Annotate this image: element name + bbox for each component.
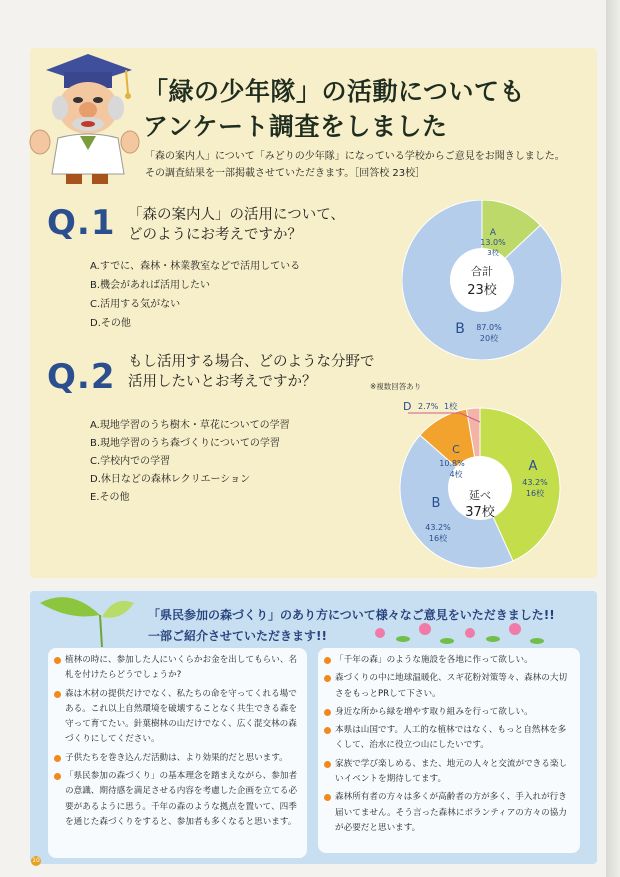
opinion-item: 子供たちを巻き込んだ活動は、より効果的だと思います。	[54, 751, 301, 766]
q1-center-total: 23校	[467, 283, 497, 298]
q2-center-label: 延べ	[469, 489, 491, 502]
q2-label-d-count: 1校	[444, 402, 458, 411]
q2-label-d-letter: D	[403, 400, 412, 413]
q1-label-a-letter: A	[489, 228, 497, 238]
q1-number: Q.1	[47, 203, 116, 243]
q2-center-total: 37校	[465, 505, 495, 520]
q1-question-line-1: 「森の案内人」の活用について、	[128, 207, 345, 223]
opinion-item: 植林の時に、参加した人にいくらかお金を出してもらい、名札を付けたらどうでしょうか?	[54, 653, 301, 684]
opinion-item: 森は木材の提供だけでなく、私たちの命を守ってくれる場である。これ以上自然環境を破壊することなく共生できる森を守って育てたい。針葉樹林の山だけでなく、広く混交林の森づくりにしてください。	[54, 687, 301, 748]
q2-label-b-count: 16校	[428, 534, 448, 543]
q2-donut-chart	[380, 395, 570, 570]
q2-question-line-1: もし活用する場合、どのような分野で	[128, 354, 375, 370]
opinions-right-column	[318, 648, 580, 853]
leaf-decoration	[30, 591, 150, 651]
opinion-item: 本県は山国です。人工的な植林ではなく、もっと自然林を多くして、治水に役立つ山にしたいです。	[324, 723, 574, 754]
q1-donut-hole	[450, 248, 514, 312]
page-title	[143, 74, 525, 144]
q2-option-a: A.現地学習のうち樹木・草花についての学習	[90, 420, 290, 431]
q2-label-b-pct: 43.2%	[425, 523, 451, 532]
q1-label-b-count: 20校	[479, 334, 499, 343]
opinions-title-line-2: 一部ご紹介させていただきます!!	[148, 629, 327, 643]
q2-option-c: C.学校内での学習	[90, 456, 171, 467]
title-line-1: 「緑の少年隊」の活動についても	[143, 77, 526, 106]
q2-question	[128, 352, 375, 392]
opinion-item: 森林所有者の方々は多くが高齢者の方が多く、手入れが行き届いてません。そう言った森林にボランティアの方々の協力が必要だと思います。	[324, 790, 574, 836]
intro-line-1: 「森の案内人」について「みどりの少年隊」になっている学校からご意見をお聞きしました。	[145, 151, 565, 162]
opinions-left-column	[48, 648, 307, 858]
q1-label-b-pct: 87.0%	[476, 323, 502, 332]
q1-label-a-count: 3校	[487, 249, 499, 257]
opinion-item: 「千年の森」のような施設を各地に作って欲しい。	[324, 653, 574, 668]
q1-question	[128, 205, 345, 245]
intro-text	[145, 148, 565, 182]
q1-label-a-pct: 13.0%	[480, 238, 506, 247]
q2-label-a-letter: A	[528, 459, 538, 474]
q2-label-d-pct: 2.7%	[418, 402, 439, 411]
opinions-title-line-1: 「県民参加の森づくり」のあり方について様々なご意見をいただきました!!	[148, 608, 555, 622]
q2-option-e: E.その他	[90, 492, 130, 503]
q2-label-a-count: 16校	[525, 489, 545, 498]
opinion-item: 家族で学び楽しめる、また、地元の人々と交流ができる楽しいイベントを期待してます。	[324, 757, 574, 788]
q2-question-line-2: 活用したいとお考えですか？	[128, 374, 317, 390]
q1-donut-chart	[402, 200, 562, 360]
title-line-2: アンケート調査をしました	[143, 112, 448, 141]
intro-line-2: その調査結果を一部掲載させていただきます。［回答校 23校］	[145, 168, 426, 179]
page-number: 10	[32, 857, 40, 864]
q2-number: Q.2	[47, 357, 116, 397]
q1-option-d: D.その他	[90, 318, 131, 329]
opinion-item: 身近な所から緑を増やす取り組みを行って欲しい。	[324, 705, 574, 720]
q1-option-a: A.すでに、森林・林業教室などで活用している	[90, 261, 301, 272]
q2-label-c-count: 4校	[449, 470, 463, 479]
q2-label-c-pct: 10.8%	[439, 459, 465, 468]
q2-label-b-letter: B	[431, 496, 441, 511]
opinion-item: 「県民参加の森づくり」の基本理念を踏まえながら、参加者の意識、期待感を満足させる内容を考慮した企画を立てる必要があるように思う。千年の森のような拠点を置いて、四季を通じた森づくりをすると、参加者も多くなると思います。	[54, 769, 301, 830]
q2-option-d: D.休日などの森林レクリエーション	[90, 474, 251, 485]
opinion-item: 森づくりの中に地球温暖化、スギ花粉対策等々、森林の大切さをもっとPRして下さい。	[324, 671, 574, 702]
q1-option-b: B.機会があれば活用したい	[90, 280, 211, 291]
q1-question-line-2: どのようにお考えですか？	[128, 227, 302, 243]
q1-option-c: C.活用する気がない	[90, 299, 181, 310]
page-edge	[606, 0, 620, 877]
q2-label-a-pct: 43.2%	[522, 478, 548, 487]
professor-mascot-illustration	[28, 50, 140, 188]
q1-center-label: 合計	[471, 265, 493, 278]
q1-label-b-letter: B	[455, 321, 465, 337]
opinions-title	[148, 605, 555, 647]
q2-multiple-answers-note: ※複数回答あり	[370, 382, 422, 391]
q2-option-b: B.現地学習のうち森づくりについての学習	[90, 438, 280, 449]
q2-label-c-letter: C	[452, 443, 460, 456]
